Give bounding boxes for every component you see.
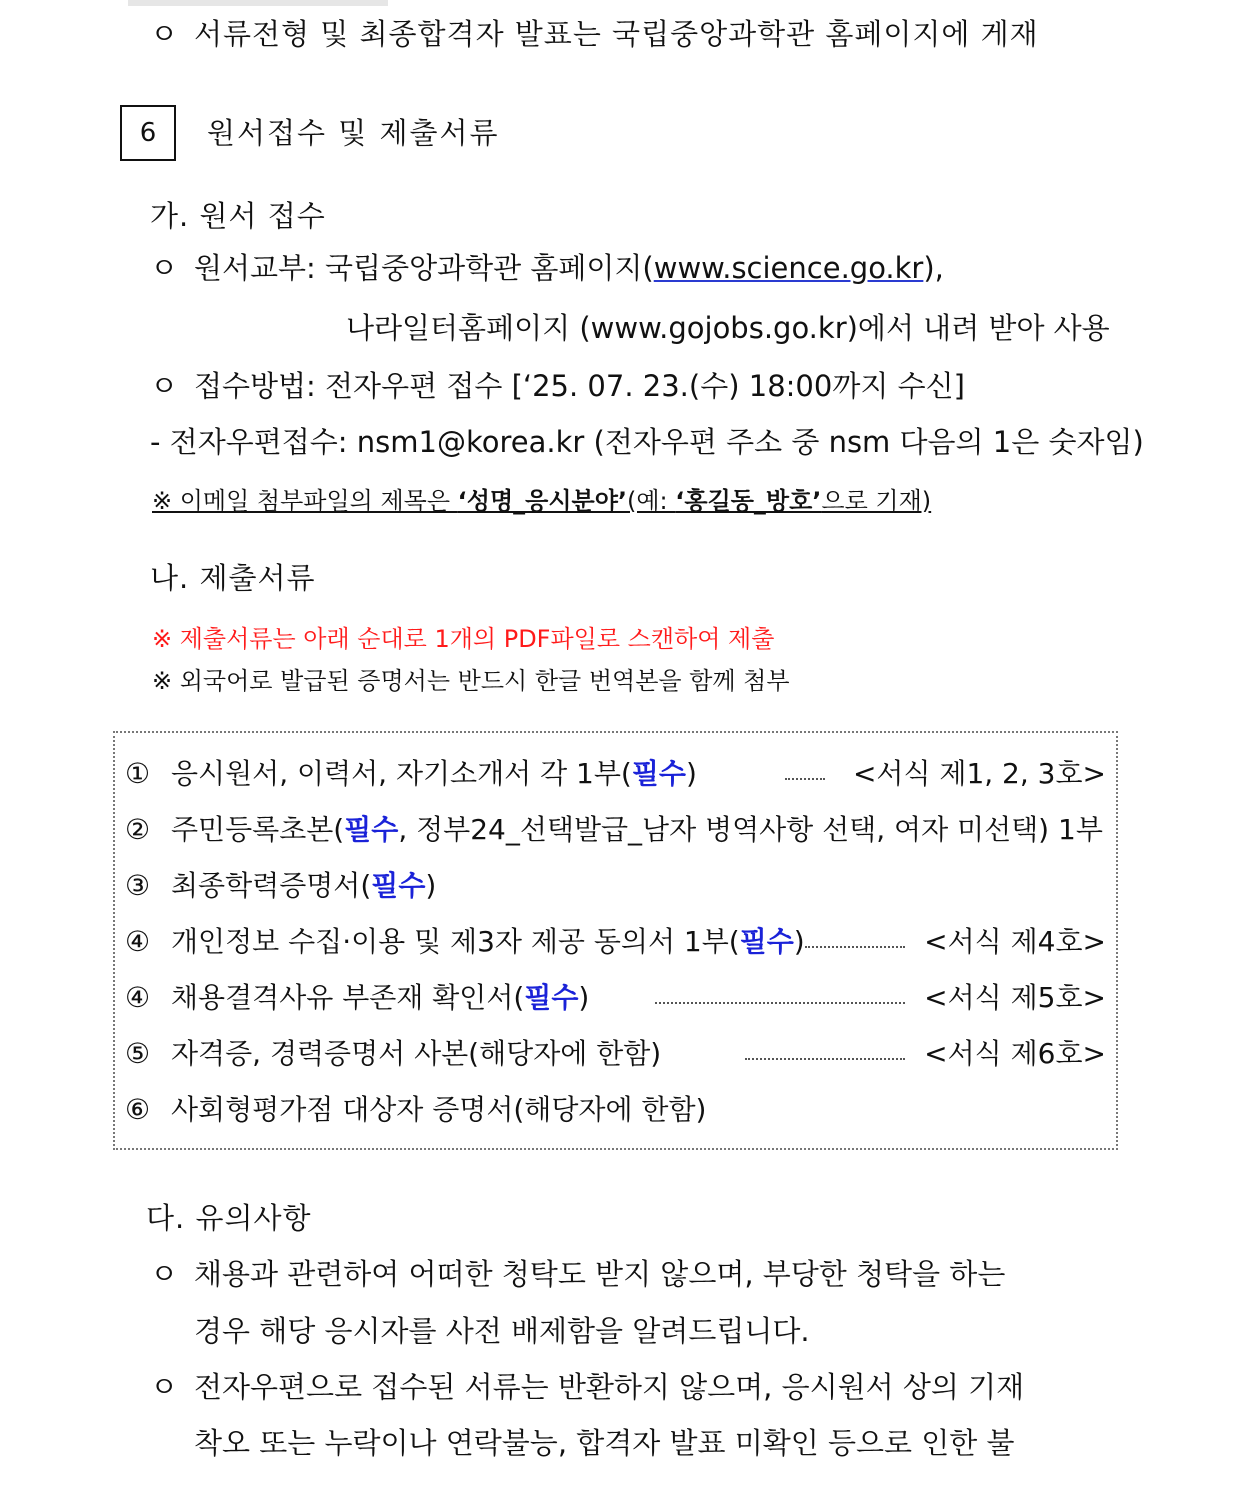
note-suffix: 으로 기재)	[821, 487, 932, 515]
item-number: ④	[125, 981, 151, 1014]
section-title: 원서접수 및 제출서류	[207, 116, 500, 150]
document-item	[125, 1032, 1106, 1076]
item-text: 개인정보 수집·이용 및 제3자 제공 동의서 1부(	[171, 925, 740, 958]
item-text-tail: )	[578, 981, 590, 1014]
leader-dots	[805, 946, 905, 948]
required-badge: 필수	[631, 757, 686, 790]
note-example-1: ‘성명_응시분야’	[457, 487, 627, 515]
item-number: ①	[125, 757, 151, 790]
form-download-line	[150, 248, 944, 288]
form-download-tail: ),	[923, 251, 944, 285]
email-line: - 전자우편접수: nsm1@korea.kr (전자우편 주소 중 nsm 다음의 1은 숫자임)	[150, 425, 1144, 459]
form-number: <서식 제5호>	[924, 981, 1106, 1014]
method-text: 접수방법: 전자우편 접수 [‘25. 07. 23.(수) 18:00까지 수신]	[194, 369, 965, 403]
required-badge: 필수	[524, 981, 579, 1014]
notice-1-line-1: 채용과 관련하여 어떠한 청탁도 받지 않으며, 부당한 청탁을 하는	[194, 1257, 1006, 1291]
intro-bullet-text: 서류전형 및 최종합격자 발표는 국립중앙과학관 홈페이지에 게재	[194, 17, 1039, 51]
form-download-label: 원서교부: 국립중앙과학관 홈페이지(	[194, 251, 654, 285]
form-download-line-2: 나라일터홈페이지 (www.gojobs.go.kr)에서 내려 받아 사용	[346, 311, 1110, 345]
bullet-icon: ㅇ	[150, 1370, 179, 1404]
bullet-icon: ㅇ	[150, 1257, 179, 1291]
section-number-box	[120, 105, 176, 161]
document-item	[125, 752, 1106, 796]
required-documents-box	[113, 731, 1118, 1150]
item-number: ②	[125, 813, 151, 846]
method-line	[150, 366, 965, 406]
item-text-tail: )	[685, 757, 697, 790]
item-text: 자격증, 경력증명서 사본(해당자에 한함)	[171, 1037, 662, 1070]
part-da-heading: 다. 유의사항	[146, 1201, 312, 1235]
bullet-icon: ㅇ	[150, 369, 179, 403]
note-example-2: ‘홍길동_방호’	[675, 487, 822, 515]
notice-bullet-1	[150, 1254, 1005, 1294]
leader-dots	[655, 1002, 905, 1004]
required-badge: 필수	[371, 869, 426, 902]
item-number: ⑥	[125, 1093, 151, 1126]
item-text-tail: , 정부24_선택발급_남자 병역사항 선택, 여자 미선택) 1부	[398, 813, 1103, 846]
notice-bullet-2	[150, 1367, 1024, 1407]
bullet-icon: ㅇ	[150, 17, 180, 51]
leader-dots	[785, 778, 825, 780]
item-text: 최종학력증명서(	[171, 869, 372, 902]
intro-bullet-line	[150, 14, 1039, 54]
science-homepage-link[interactable]: www.science.go.kr	[653, 251, 924, 285]
notice-1-line-2: 경우 해당 응시자를 사전 배제함을 알려드립니다.	[194, 1314, 810, 1348]
section-number: 6	[139, 118, 157, 148]
form-number: <서식 제4호>	[924, 925, 1106, 958]
item-number: ⑤	[125, 1037, 151, 1070]
form-number: <서식 제1, 2, 3호>	[852, 757, 1106, 790]
part-ga-heading: 가. 원서 접수	[150, 199, 326, 233]
leader-dots	[745, 1058, 905, 1060]
note-mid: (예:	[627, 487, 676, 515]
item-text: 채용결격사유 부존재 확인서(	[171, 981, 525, 1014]
email-title-note	[152, 484, 931, 518]
pdf-scan-note: ※ 제출서류는 아래 순대로 1개의 PDF파일로 스캔하여 제출	[152, 625, 775, 653]
note-prefix: ※ 이메일 첨부파일의 제목은	[152, 487, 458, 515]
document-item	[125, 976, 1106, 1020]
item-number: ③	[125, 869, 151, 902]
notice-2-line-1: 전자우편으로 접수된 서류는 반환하지 않으며, 응시원서 상의 기재	[194, 1370, 1025, 1404]
required-badge: 필수	[739, 925, 794, 958]
form-number: <서식 제6호>	[924, 1037, 1106, 1070]
required-badge: 필수	[344, 813, 399, 846]
item-text: 주민등록초본(	[171, 813, 345, 846]
item-text-tail: )	[425, 869, 437, 902]
item-text: 응시원서, 이력서, 자기소개서 각 1부(	[171, 757, 632, 790]
document-item	[125, 864, 1106, 908]
document-item	[125, 1088, 1106, 1132]
document-item	[125, 920, 1106, 964]
bullet-icon: ㅇ	[150, 251, 179, 285]
cropped-previous-box-edge	[128, 0, 388, 6]
translation-note: ※ 외국어로 발급된 증명서는 반드시 한글 번역본을 함께 첨부	[152, 667, 790, 695]
part-na-heading: 나. 제출서류	[150, 561, 316, 595]
item-text: 사회형평가점 대상자 증명서(해당자에 한함)	[171, 1093, 707, 1126]
item-number: ④	[125, 925, 151, 958]
document-item	[125, 808, 1106, 852]
item-text-tail: )	[793, 925, 805, 958]
notice-2-line-2: 착오 또는 누락이나 연락불능, 합격자 발표 미확인 등으로 인한 불	[194, 1426, 1015, 1460]
